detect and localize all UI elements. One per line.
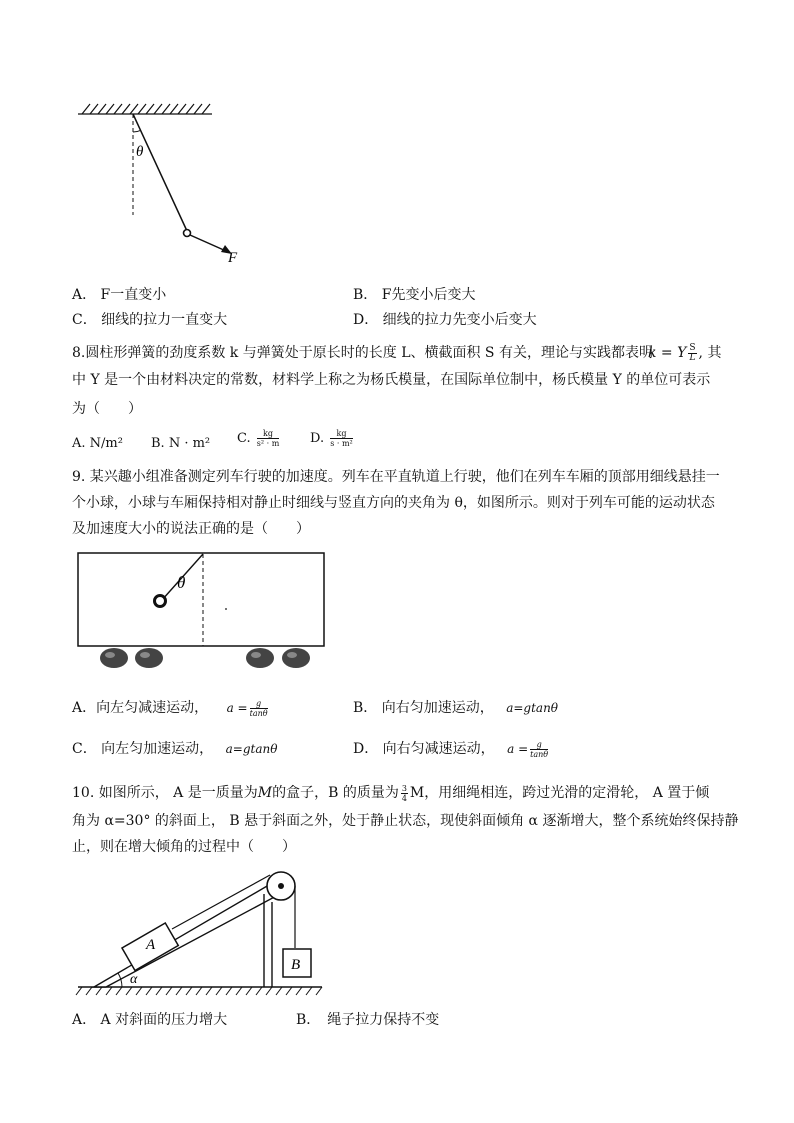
q8-option-d-label: D.: [310, 431, 325, 446]
q8-formula-fraction: [688, 344, 696, 363]
q7-option-a[interactable]: A． F一直变小: [72, 287, 167, 303]
q10-option-a[interactable]: A． A 对斜面的压力增大: [72, 1012, 228, 1028]
q10-line2: 角为 α=30° 的斜面上， B 悬于斜面之外，处于静止状态，现使斜面倾角 α 逐渐增大，整个系统始终保持静: [72, 813, 739, 829]
q9-line3: 及加速度大小的说法正确的是（ ）: [72, 521, 310, 537]
q10-line1: [72, 783, 709, 803]
q8-formula: k = Y $\frac{S}{L}$ , 其: [648, 342, 722, 363]
q7-option-d[interactable]: D． 细线的拉力先变小后变大: [353, 312, 537, 328]
wheel: [246, 648, 274, 668]
q8-line1: [72, 343, 653, 363]
ceiling-hatch: [78, 104, 212, 114]
train-carriage: [78, 553, 324, 646]
q10-mass-fraction: [401, 784, 408, 803]
q9-option-a[interactable]: [72, 698, 270, 718]
q9-option-a-fraction: [250, 699, 268, 718]
theta-label: θ: [177, 573, 186, 592]
q9-train-figure: [74, 548, 334, 673]
q9-option-c[interactable]: [72, 739, 277, 759]
force-arrow: [190, 235, 226, 251]
q9-option-d-eq: a =: [507, 742, 529, 756]
force-label: F: [228, 250, 238, 266]
q9-option-d-num: g: [530, 740, 548, 750]
theta-arc: [133, 130, 141, 132]
q8-option-d[interactable]: [310, 429, 355, 449]
q8-option-b[interactable]: B. N · m²: [151, 436, 211, 451]
q8-option-c-fraction: [257, 429, 280, 448]
q10-frac-den: 4: [401, 793, 407, 803]
q10-line1-c: M，用细绳相连，跨过光滑的定滑轮， A 置于倾: [409, 785, 710, 801]
q9-option-c-eq: a=gtanθ: [225, 742, 278, 756]
q9-line1: 9. 某兴趣小组准备测定列车行驶的加速度。列车在平直轨道上行驶，他们在列车车厢的顶部用细线悬挂一: [72, 469, 720, 485]
string-line: [133, 114, 187, 231]
q8-option-c[interactable]: [237, 429, 281, 449]
pulley-axle: [278, 883, 284, 889]
q9-option-c-text: C． 向左匀加速运动，: [72, 741, 214, 757]
theta-label: θ: [136, 144, 144, 160]
q8-line1-tail: 其: [707, 345, 722, 361]
wheel: [100, 648, 128, 668]
q9-option-d[interactable]: [353, 739, 550, 759]
q9-option-a-text: A．向左匀减速运动，: [72, 700, 209, 716]
q10-line3: 止，则在增大倾角的过程中（ ）: [72, 839, 296, 855]
q9-line2: 个小球，小球与车厢保持相对静止时细线与竖直方向的夹角为 θ，如图所示。则对于列车可能的运动状态: [72, 495, 715, 511]
q8-option-d-fraction: [330, 429, 353, 448]
q9-option-d-den: tanθ: [530, 749, 549, 759]
q10-frac-num: 3: [401, 783, 407, 793]
q10-line1-a: 10. 如图所示， A 是一质量为: [72, 785, 258, 801]
q8-option-c-den: s² · m: [256, 439, 280, 448]
q9-option-d-fraction: [530, 740, 548, 759]
box-b-label: B: [291, 957, 301, 973]
q8-formula-num: S: [689, 342, 696, 353]
q10-incline-figure: [74, 862, 334, 1002]
q8-formula-lhs: k = Y: [648, 345, 687, 361]
q8-option-d-num: kg: [330, 429, 353, 439]
q9-option-d-text: D． 向右匀减速运动，: [353, 741, 495, 757]
ball: [155, 596, 166, 607]
q10-line1-b: 的盒子，B 的质量为: [272, 785, 399, 801]
dot-mark: [225, 608, 227, 610]
q10-line1-M: M: [257, 785, 273, 801]
q9-option-a-den: tanθ: [249, 708, 268, 718]
q8-option-a[interactable]: A. N/m²: [72, 436, 123, 451]
q8-formula-den: L: [689, 352, 696, 363]
q8-line1-text: 8.圆柱形弹簧的劲度系数 k 与弹簧处于原长时的长度 L、横截面积 S 有关，理论与实践都表明: [72, 345, 653, 361]
wheel: [135, 648, 163, 668]
q7-option-c[interactable]: C． 细线的拉力一直变大: [72, 312, 228, 328]
ground-hatch: [76, 987, 322, 995]
wheel: [282, 648, 310, 668]
q9-option-a-eq: a =: [226, 701, 248, 715]
ball: [184, 230, 191, 237]
q8-option-d-den: s · m²: [330, 439, 353, 448]
q9-option-b-eq: a=gtanθ: [506, 701, 559, 715]
q8-option-c-label: C.: [237, 431, 251, 446]
q10-option-b[interactable]: B． 绳子拉力保持不变: [296, 1012, 440, 1028]
q8-option-c-num: kg: [257, 429, 280, 439]
q8-line2: 中 Y 是一个由材料决定的常数，材料学上称之为杨氏模量，在国际单位制中，杨氏模量 Y 的单位可表示: [72, 372, 711, 388]
q7-option-b[interactable]: B． F先变小后变大: [353, 287, 476, 303]
q8-line3: 为（ ）: [72, 401, 142, 417]
train-wheels: [100, 648, 310, 668]
alpha-label: α: [130, 972, 138, 987]
q9-option-b[interactable]: [353, 698, 558, 718]
box-a-label: A: [146, 937, 156, 953]
incline-board: [94, 882, 280, 987]
q7-figure: [70, 100, 270, 270]
q9-option-b-text: B． 向右匀加速运动，: [353, 700, 494, 716]
q9-option-a-num: g: [250, 699, 268, 709]
